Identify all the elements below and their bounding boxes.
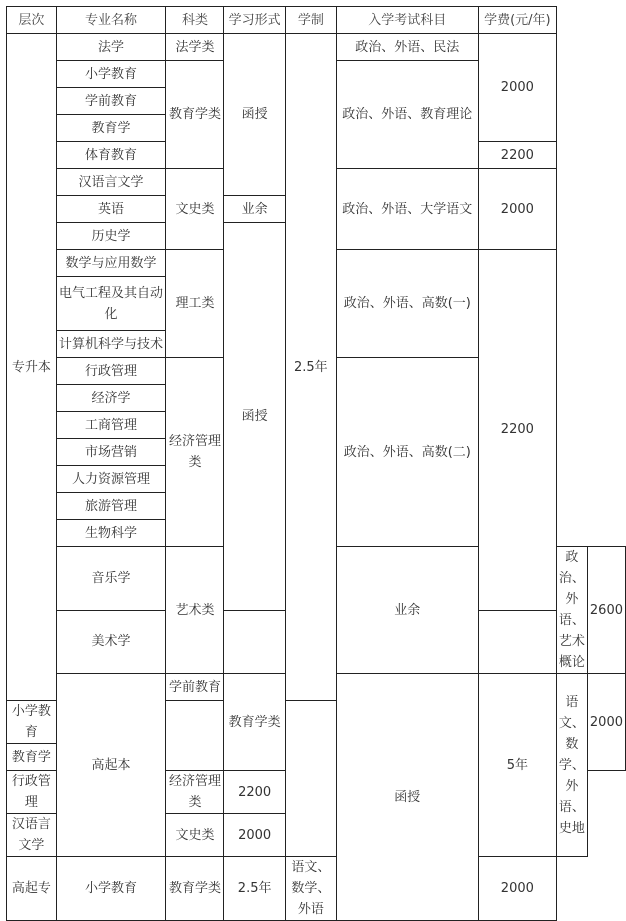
header-tuition: 学费(元/年) [478,7,556,34]
form-cell: 函授 [224,223,285,611]
level-cell: 高起专 [7,857,57,921]
duration-cell: 5年 [478,674,556,857]
subjects-cell: 语文、数学、外语 [285,857,336,921]
level-cell: 高起本 [56,674,166,857]
major-cell: 教育学 [56,115,166,142]
fee-cell: 2200 [478,142,556,169]
header-major: 专业名称 [56,7,166,34]
duration-cell: 2.5年 [285,34,336,701]
major-cell: 经济学 [56,385,166,412]
major-cell: 教育学 [7,744,57,771]
major-cell: 生物科学 [56,520,166,547]
form-cell: 业余 [336,547,478,674]
major-cell: 英语 [56,196,166,223]
subjects-cell: 政治、外语、大学语文 [336,169,478,250]
major-cell: 学前教育 [56,88,166,115]
major-cell: 旅游管理 [56,493,166,520]
header-category: 科类 [166,7,224,34]
category-cell: 艺术类 [166,547,224,674]
category-cell: 教育学类 [224,674,285,771]
category-cell: 文史类 [166,169,224,250]
fee-cell: 2600 [587,547,625,674]
major-cell: 市场营销 [56,439,166,466]
header-exam-subjects: 入学考试科目 [336,7,478,34]
major-cell: 历史学 [56,223,166,250]
form-cell: 函授 [224,34,285,196]
fee-cell: 2000 [478,857,556,921]
major-cell: 汉语言文学 [7,814,57,857]
major-cell: 电气工程及其自动化 [56,277,166,331]
duration-cell: 2.5年 [224,857,285,921]
category-cell: 教育学类 [166,857,224,921]
fee-cell: 2000 [478,34,556,142]
header-level: 层次 [7,7,57,34]
major-cell: 行政管理 [56,358,166,385]
major-cell: 体育教育 [56,142,166,169]
category-cell: 理工类 [166,250,224,358]
subjects-cell: 政治、外语、高数(一) [336,250,478,358]
category-cell: 经济管理类 [166,358,224,547]
major-cell: 音乐学 [56,547,166,611]
header-study-form: 学习形式 [224,7,285,34]
major-cell: 工商管理 [56,412,166,439]
subjects-cell: 政治、外语、艺术概论 [556,547,587,674]
form-cell: 函授 [336,674,478,921]
subjects-cell: 政治、外语、高数(二) [336,358,478,547]
level-cell: 专升本 [7,34,57,701]
form-cell: 业余 [224,196,285,223]
category-cell: 文史类 [166,814,224,857]
category-cell: 教育学类 [166,61,224,169]
table-row [7,857,626,921]
fee-cell: 2000 [587,674,625,771]
major-cell: 小学教育 [56,61,166,88]
fee-cell: 2200 [478,250,556,611]
category-cell: 经济管理类 [166,771,224,814]
header-duration: 学制 [285,7,336,34]
category-cell: 法学类 [166,34,224,61]
major-cell: 小学教育 [56,857,166,921]
subjects-cell: 语文、数学、外语、史地 [556,674,587,857]
header-row [7,7,626,34]
subjects-cell: 政治、外语、民法 [336,34,478,61]
major-cell: 行政管理 [7,771,57,814]
fee-cell: 2000 [478,169,556,250]
major-cell: 法学 [56,34,166,61]
major-cell: 小学教育 [7,701,57,744]
major-cell: 人力资源管理 [56,466,166,493]
fee-cell: 2200 [224,771,285,814]
fee-cell: 2000 [224,814,285,857]
subjects-cell: 政治、外语、教育理论 [336,61,478,169]
major-cell: 数学与应用数学 [56,250,166,277]
tuition-table [6,6,626,921]
major-cell: 美术学 [56,610,166,674]
major-cell: 计算机科学与技术 [56,331,166,358]
major-cell: 学前教育 [166,674,224,701]
table-row [7,34,626,61]
major-cell: 汉语言文学 [56,169,166,196]
